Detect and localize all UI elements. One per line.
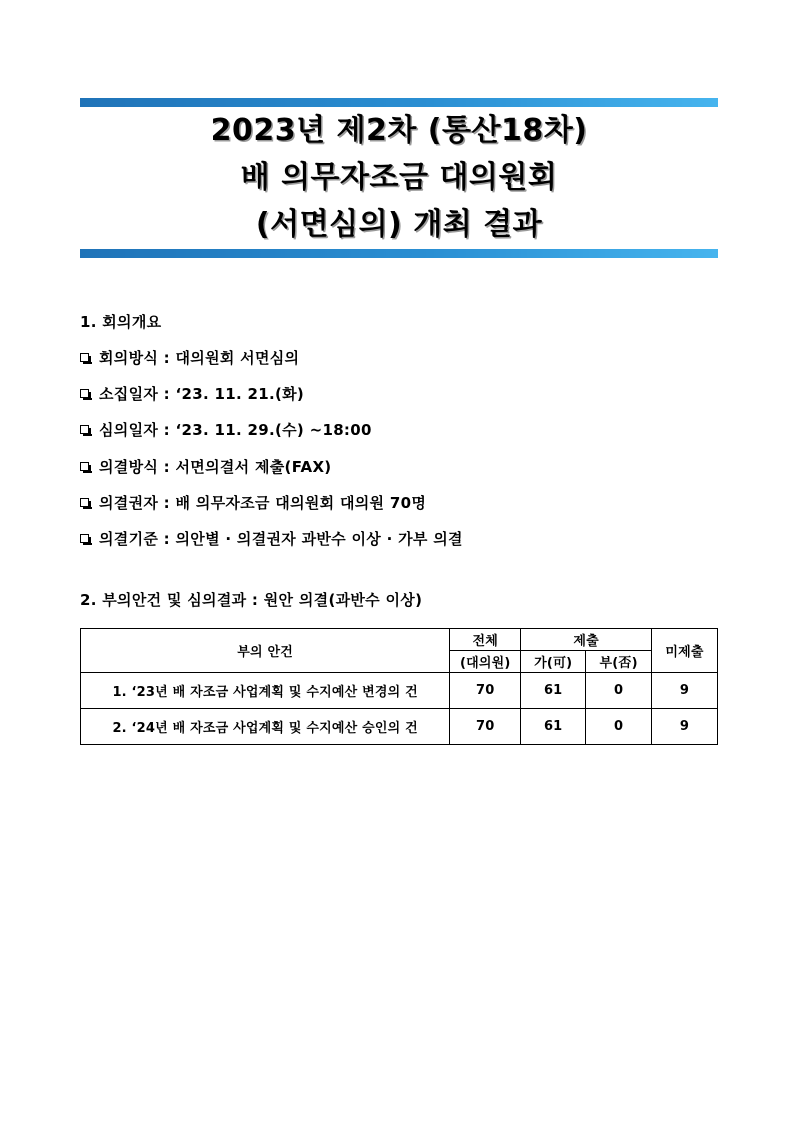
title-line-2: 배 의무자조금 대의원회: [240, 159, 558, 195]
header-submitted: 제출: [521, 629, 652, 651]
agenda-cell: 2. ‘24년 배 자조금 사업계획 및 수지예산 승인의 건: [81, 709, 450, 745]
overview-item-text: 심의일자 : ‘23. 11. 29.(수) ~18:00: [99, 421, 372, 440]
header-total-sub: (대의원): [450, 651, 521, 673]
yes-cell: 61: [521, 673, 586, 709]
no-cell: 0: [586, 673, 652, 709]
no-cell: 0: [586, 709, 652, 745]
overview-item-review-date: [80, 420, 463, 440]
header-not-submitted: 미제출: [652, 629, 718, 673]
checkbox-bullet-icon: [80, 498, 89, 507]
table-row: [81, 673, 718, 709]
title-top-bar: [80, 98, 718, 107]
not-submitted-cell: 9: [652, 709, 718, 745]
total-cell: 70: [450, 673, 521, 709]
checkbox-bullet-icon: [80, 353, 89, 362]
overview-item-method: [80, 347, 463, 367]
overview-item-text: 의결기준 : 의안별 · 의결권자 과반수 이상 · 가부 의결: [99, 530, 463, 549]
checkbox-bullet-icon: [80, 462, 89, 471]
overview-item-text: 소집일자 : ‘23. 11. 21.(화): [99, 384, 305, 403]
checkbox-bullet-icon: [80, 389, 89, 398]
meeting-overview-list: [80, 347, 463, 565]
overview-item-text: 회의방식 : 대의원회 서면심의: [99, 348, 300, 367]
section-2-heading: 2. 부의안건 및 심의결과 : 원안 의결(과반수 이상): [80, 591, 423, 609]
title-line-1: 2023년 제2차 (통산18차): [210, 113, 588, 149]
yes-cell: 61: [521, 709, 586, 745]
title-bottom-bar: [80, 249, 718, 258]
header-agenda: 부의 안건: [81, 629, 450, 673]
overview-item-voters: [80, 493, 463, 513]
checkbox-bullet-icon: [80, 534, 89, 543]
header-yes: 가(可): [521, 651, 586, 673]
section-1-heading: 1. 회의개요: [80, 313, 162, 331]
document-title: [80, 108, 718, 248]
header-no: 부(否): [586, 651, 652, 673]
title-block: [80, 98, 718, 258]
not-submitted-cell: 9: [652, 673, 718, 709]
overview-item-vote-criteria: [80, 529, 463, 549]
table-row: [81, 709, 718, 745]
overview-item-text: 의결방식 : 서면의결서 제출(FAX): [99, 457, 332, 476]
overview-item-text: 의결권자 : 배 의무자조금 대의원회 대의원 70명: [99, 494, 427, 513]
overview-item-vote-method: [80, 456, 463, 476]
table-header-row-1: [81, 629, 718, 651]
title-line-3: (서면심의) 개최 결과: [255, 206, 543, 242]
checkbox-bullet-icon: [80, 425, 89, 434]
header-total: 전체: [450, 629, 521, 651]
overview-item-convene-date: [80, 383, 463, 403]
results-table: [80, 628, 718, 745]
total-cell: 70: [450, 709, 521, 745]
agenda-cell: 1. ‘23년 배 자조금 사업계획 및 수지예산 변경의 건: [81, 673, 450, 709]
